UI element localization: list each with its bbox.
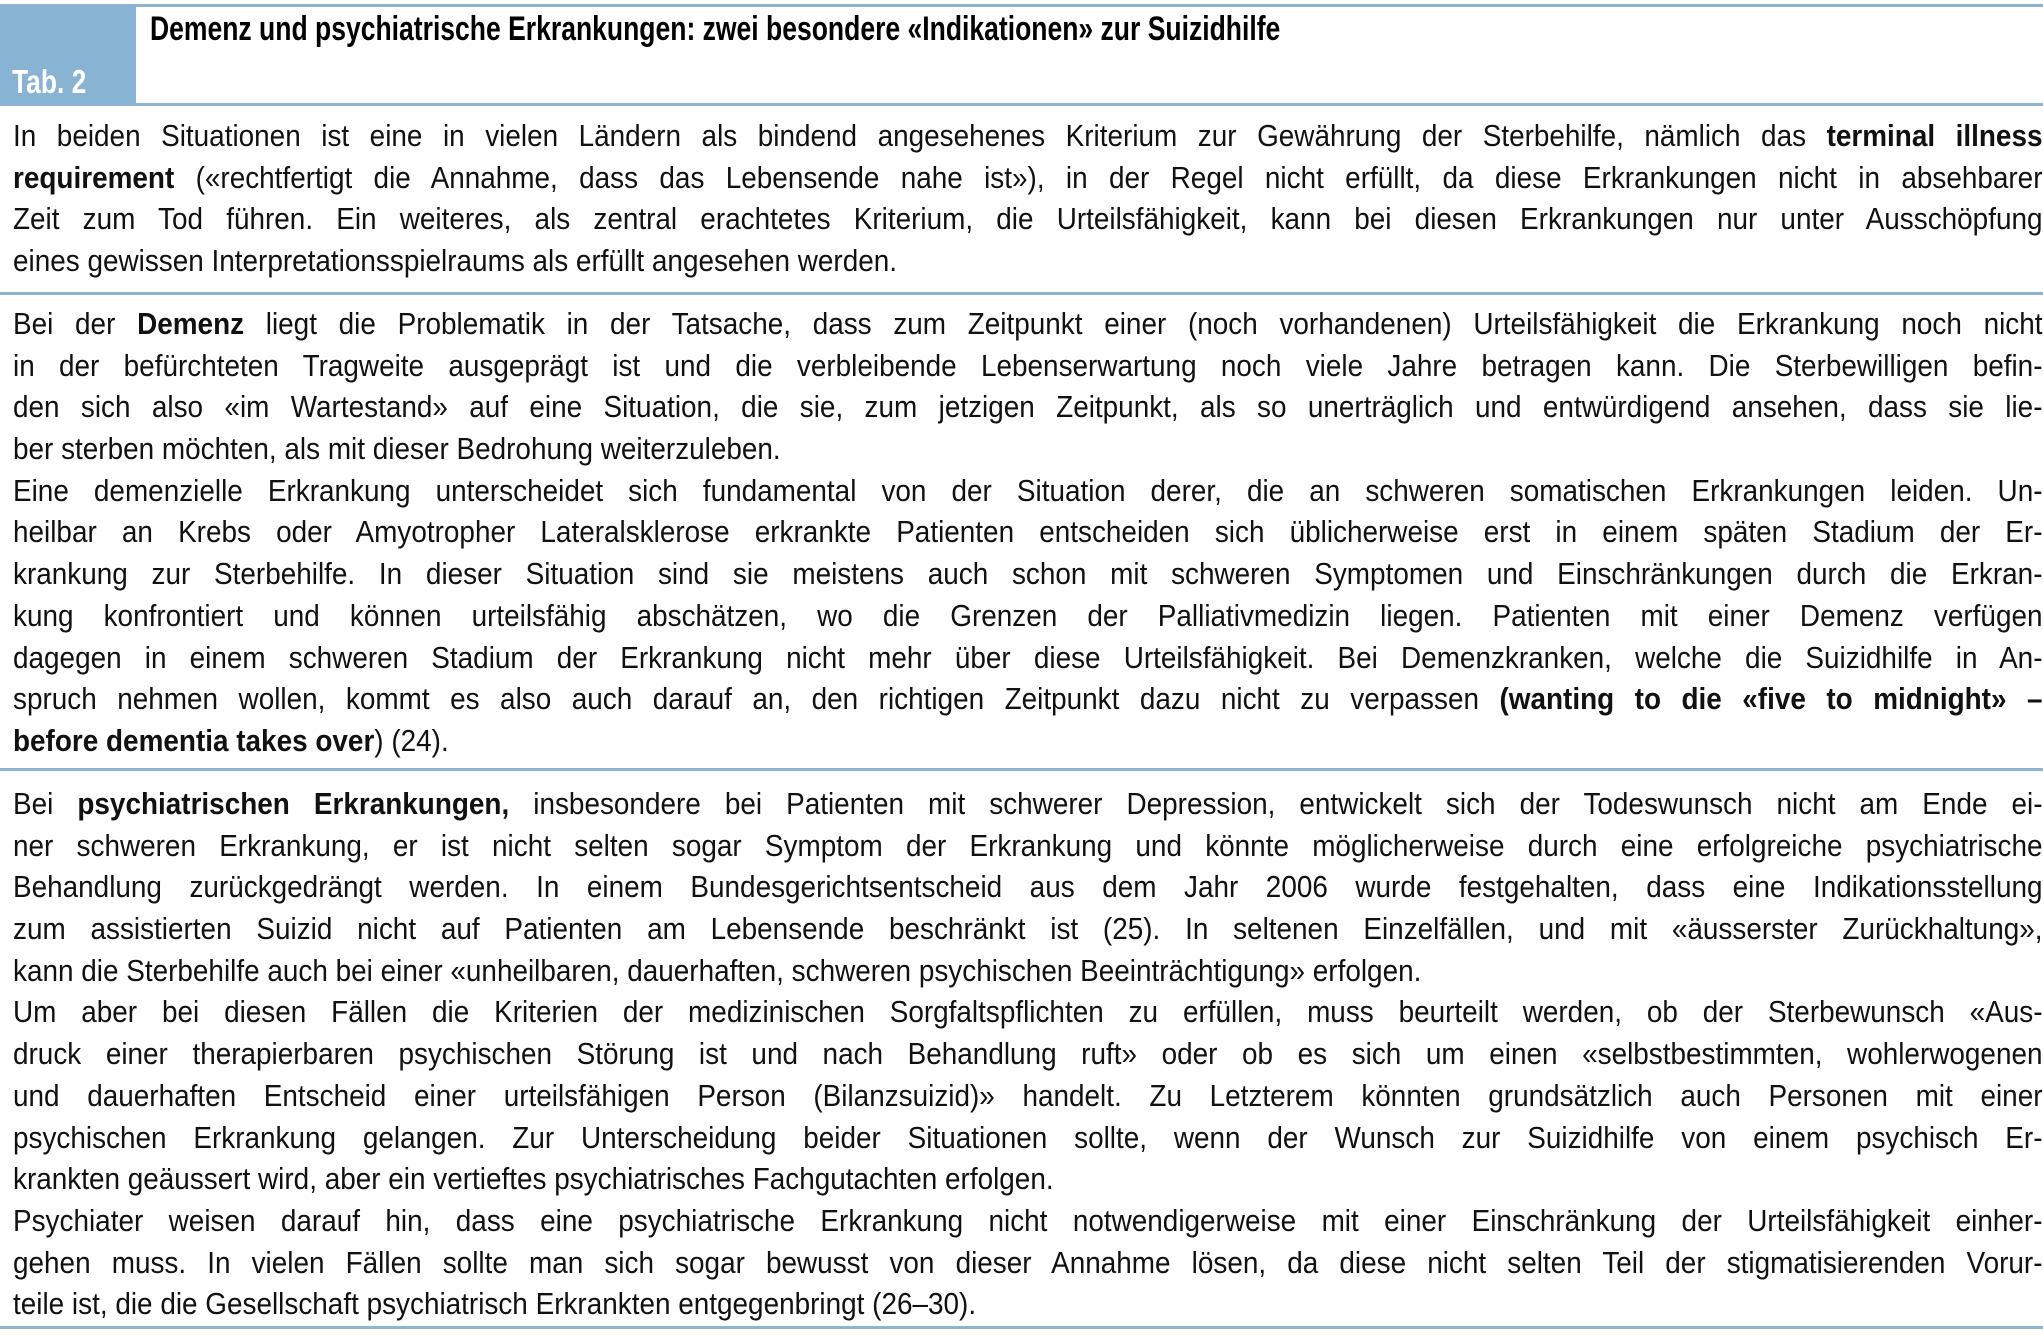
- text-line: [13, 1033, 2043, 1075]
- section-divider: [0, 292, 2043, 295]
- body-text: Bei der: [13, 306, 138, 341]
- body-text: in der befürchteten Tragweite ausgeprägt ist und die verbleibende Lebenserwartung noch viele Jahre betragen kann. Die Sterbewilligen befin-: [13, 347, 2043, 383]
- emphasis-text: Demenz: [137, 306, 245, 341]
- body-text: ber sterben möchten, als mit dieser Bedrohung weiterzuleben.: [13, 431, 781, 467]
- text-line: [13, 157, 2043, 199]
- body-text: kann die Sterbehilfe auch bei einer «unheilbaren, dauerhaften, schweren psychischen Beeinträchtigung» erfolgen.: [13, 952, 1422, 988]
- body-text: ) (24).: [374, 722, 449, 758]
- section-dementia: [13, 303, 2043, 762]
- body-text: Psychiater weisen darauf hin, dass eine psychiatrische Erkrankung nicht notwendigerweise mit einer Einschränkung der Urteilsfähigkeit einher-: [13, 1202, 2043, 1238]
- section-psychiatric: [13, 783, 2043, 1325]
- body-text: Eine demenzielle Erkrankung unterscheidet sich fundamental von der Situation derer, die an schweren somatischen Erkrankungen leiden. Un-: [13, 472, 2043, 508]
- body-text: krankten geäussert wird, aber ein vertieftes psychiatrisches Fachgutachten erfolgen.: [13, 1161, 1054, 1197]
- body-text: kung konfrontiert und können urteilsfähig abschätzen, wo die Grenzen der Palliativmedizin liegen. Patienten mit einer Demenz verfügen: [13, 597, 2043, 633]
- text-line: [13, 470, 2043, 512]
- section-intro: [13, 115, 2043, 282]
- text-line: [13, 1200, 2043, 1242]
- text-line: [13, 1117, 2043, 1159]
- body-text: Bei: [13, 786, 78, 821]
- body-text: heilbar an Krebs oder Amyotropher Lateralsklerose erkrankte Patienten entscheiden sich üblicherweise erst in einem späten Stadium der Er-: [13, 514, 2043, 550]
- body-text: insbesondere bei Patienten mit schwerer Depression, entwickelt sich der Todeswunsch nicht am Ende ei-: [509, 786, 2043, 821]
- text-line: [13, 991, 2043, 1033]
- body-text: krankung zur Sterbehilfe. In dieser Situation sind sie meistens auch schon mit schweren Symptomen und Einschränkungen durch die Erkran-: [13, 556, 2043, 592]
- header-rule: [0, 103, 2043, 106]
- body-text: spruch nehmen wollen, kommt es also auch darauf an, den richtigen Zeitpunkt dazu nicht zu verpassen: [13, 681, 1500, 717]
- text-line: [13, 678, 2043, 720]
- body-text: Behandlung zurückgedrängt werden. In einem Bundesgerichtsentscheid aus dem Jahr 2006 wurde festgehalten, dass eine Indikationsstellung: [13, 869, 2043, 905]
- body-text: In beiden Situationen ist eine in vielen Ländern als bindend angesehenes Kriterium zur Gewährung der Sterbehilfe, nämlich das: [13, 118, 1827, 153]
- text-line: [13, 386, 2043, 428]
- text-line: [13, 240, 2043, 282]
- text-line: [13, 198, 2043, 240]
- text-line: [13, 115, 2043, 157]
- body-text: gehen muss. In vielen Fällen sollte man sich sogar bewusst von dieser Annahme lösen, da diese nicht selten Teil der stigmatisierenden Vorur-: [13, 1244, 2043, 1280]
- text-line: [13, 345, 2043, 387]
- bottom-rule: [0, 1326, 2043, 1329]
- text-line: [13, 637, 2043, 679]
- table-label: Tab. 2: [12, 63, 87, 100]
- body-text: zum assistierten Suizid nicht auf Patienten am Lebensende beschränkt ist (25). In seltenen Einzelfällen, und mit «äusserster Zurückhaltung»,: [13, 911, 2043, 947]
- body-text: und dauerhaften Entscheid einer urteilsfähigen Person (Bilanzsuizid)» handelt. Zu Letzterem könnten grundsätzlich auch Personen mit einer: [13, 1077, 2043, 1113]
- text-line: [13, 1075, 2043, 1117]
- body-text: liegt die Problematik in der Tatsache, dass zum Zeitpunkt einer (noch vorhandenen) Urteilsfähigkeit die Erkrankung noch nicht: [244, 306, 2043, 341]
- text-line: [13, 950, 2043, 992]
- body-text: dagegen in einem schweren Stadium der Erkrankung nicht mehr über diese Urteilsfähigkeit. Bei Demenzkranken, welche die Suizidhilfe in An-: [13, 639, 2043, 675]
- text-line: [13, 1283, 2043, 1325]
- emphasis-text: before dementia takes over: [13, 722, 375, 758]
- table-title: Demenz und psychiatrische Erkrankungen: zwei besondere «Indikationen» zur Suizidhilfe: [150, 10, 1281, 48]
- text-line: [13, 825, 2043, 867]
- table-label-box: [0, 5, 136, 105]
- text-line: [13, 511, 2043, 553]
- text-line: [13, 1158, 2043, 1200]
- text-line: [13, 1242, 2043, 1284]
- text-line: [13, 553, 2043, 595]
- text-line: [13, 428, 2043, 470]
- text-line: [13, 720, 2043, 762]
- body-text: den sich also «im Wartestand» auf eine Situation, die sie, zum jetzigen Zeitpunkt, als so unerträglich und entwürdigend ansehen, dass sie lie-: [13, 389, 2043, 425]
- text-line: [13, 866, 2043, 908]
- section-divider: [0, 768, 2043, 771]
- emphasis-text: terminal illness: [1826, 118, 2043, 153]
- body-text: teile ist, die die Gesellschaft psychiatrisch Erkrankten entgegenbringt (26–30).: [13, 1286, 977, 1322]
- body-text: psychischen Erkrankung gelangen. Zur Unterscheidung beider Situationen sollte, wenn der Wunsch zur Suizidhilfe von einem psychisch Er-: [13, 1119, 2043, 1155]
- text-line: [13, 783, 2043, 825]
- emphasis-text: requirement: [13, 159, 175, 195]
- text-line: [13, 303, 2043, 345]
- body-text: eines gewissen Interpretationsspielraums als erfüllt angesehen werden.: [13, 243, 898, 279]
- body-text: («rechtfertigt die Annahme, dass das Lebensende nahe ist»), in der Regel nicht erfüllt, da diese Erkrankungen nicht in absehbarer: [174, 159, 2043, 195]
- body-text: Zeit zum Tod führen. Ein weiteres, als zentral erachtetes Kriterium, die Urteilsfähigkeit, kann bei diesen Erkrankungen nur unter Ausschöpfung: [13, 201, 2043, 237]
- text-line: [13, 595, 2043, 637]
- emphasis-text: (wanting to die «five to midnight» –: [1499, 681, 2043, 717]
- body-text: ner schweren Erkrankung, er ist nicht selten sogar Symptom der Erkrankung und könnte möglicherweise durch eine erfolgreiche psychiatrische: [13, 827, 2043, 863]
- body-text: druck einer therapierbaren psychischen Störung ist und nach Behandlung ruft» oder ob es sich um einen «selbstbestimmten, wohlerwogenen: [13, 1036, 2043, 1072]
- emphasis-text: psychiatrischen Erkrankungen,: [77, 786, 510, 821]
- top-rule: [0, 4, 2043, 7]
- body-text: Um aber bei diesen Fällen die Kriterien der medizinischen Sorgfaltspflichten zu erfüllen, muss beurteilt werden, ob der Sterbewunsch «Aus-: [13, 994, 2043, 1030]
- text-line: [13, 908, 2043, 950]
